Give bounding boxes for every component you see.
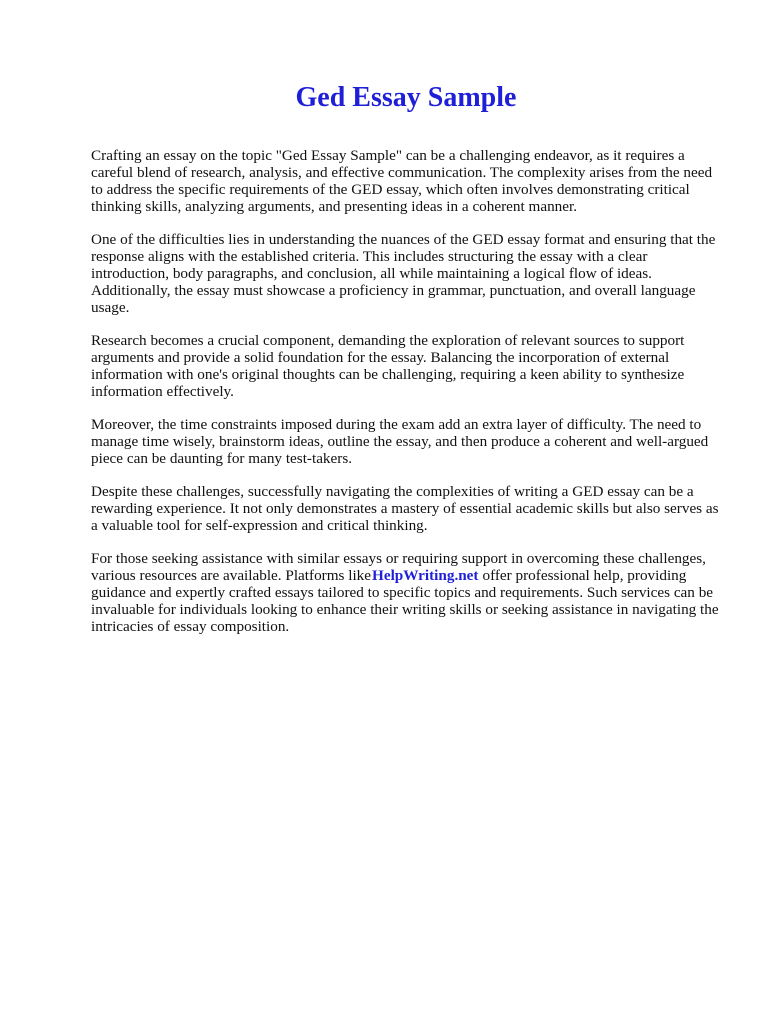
paragraph-6-after-link: offer professional help, providing guidance and expertly crafted essays tailored to specific topics and requirements. Such services can be invaluable for individuals looking to enhance their writing skills or seeking assistance in navigating the intricacies of essay composition. xyxy=(91,567,719,635)
paragraph-5: Despite these challenges, successfully navigating the complexities of writing a GED essay can be a rewarding experience. It not only demonstrates a mastery of essential academic skills but also serves as a valuable tool for self-expression and critical thinking. xyxy=(91,483,719,534)
paragraph-6 xyxy=(91,550,726,635)
paragraph-1: Crafting an essay on the topic "Ged Essay Sample" can be a challenging endeavor, as it requires a careful blend of research, analysis, and effective communication. The complexity arises from the need to address the specific requirements of the GED essay, which often involves demonstrating critical thinking skills, analyzing arguments, and presenting ideas in a coherent manner. xyxy=(91,147,713,215)
helpwriting-link[interactable]: HelpWriting.net xyxy=(372,567,479,584)
paragraph-2: One of the difficulties lies in understanding the nuances of the GED essay format and ensuring that the response aligns with the established criteria. This includes structuring the essay with a clear introduction, body paragraphs, and conclusion, all while maintaining a logical flow of ideas. Additionally, the essay must showcase a proficiency in grammar, punctuation, and overall language usage. xyxy=(91,231,716,316)
page-title: Ged Essay Sample xyxy=(295,82,517,113)
document-body xyxy=(91,147,726,651)
paragraph-3: Research becomes a crucial component, demanding the exploration of relevant sources to support arguments and provide a solid foundation for the essay. Balancing the incorporation of external information with one's original thoughts can be challenging, requiring a keen ability to synthesize information effectively. xyxy=(91,332,685,400)
paragraph-6-before-link: For those seeking assistance with similar essays or requiring support in overcoming these challenges, various resources are available. Platforms like xyxy=(91,550,706,584)
paragraph-4: Moreover, the time constraints imposed during the exam add an extra layer of difficulty. The need to manage time wisely, brainstorm ideas, outline the essay, and then produce a coherent and well-argued piece can be daunting for many test-takers. xyxy=(91,416,709,467)
